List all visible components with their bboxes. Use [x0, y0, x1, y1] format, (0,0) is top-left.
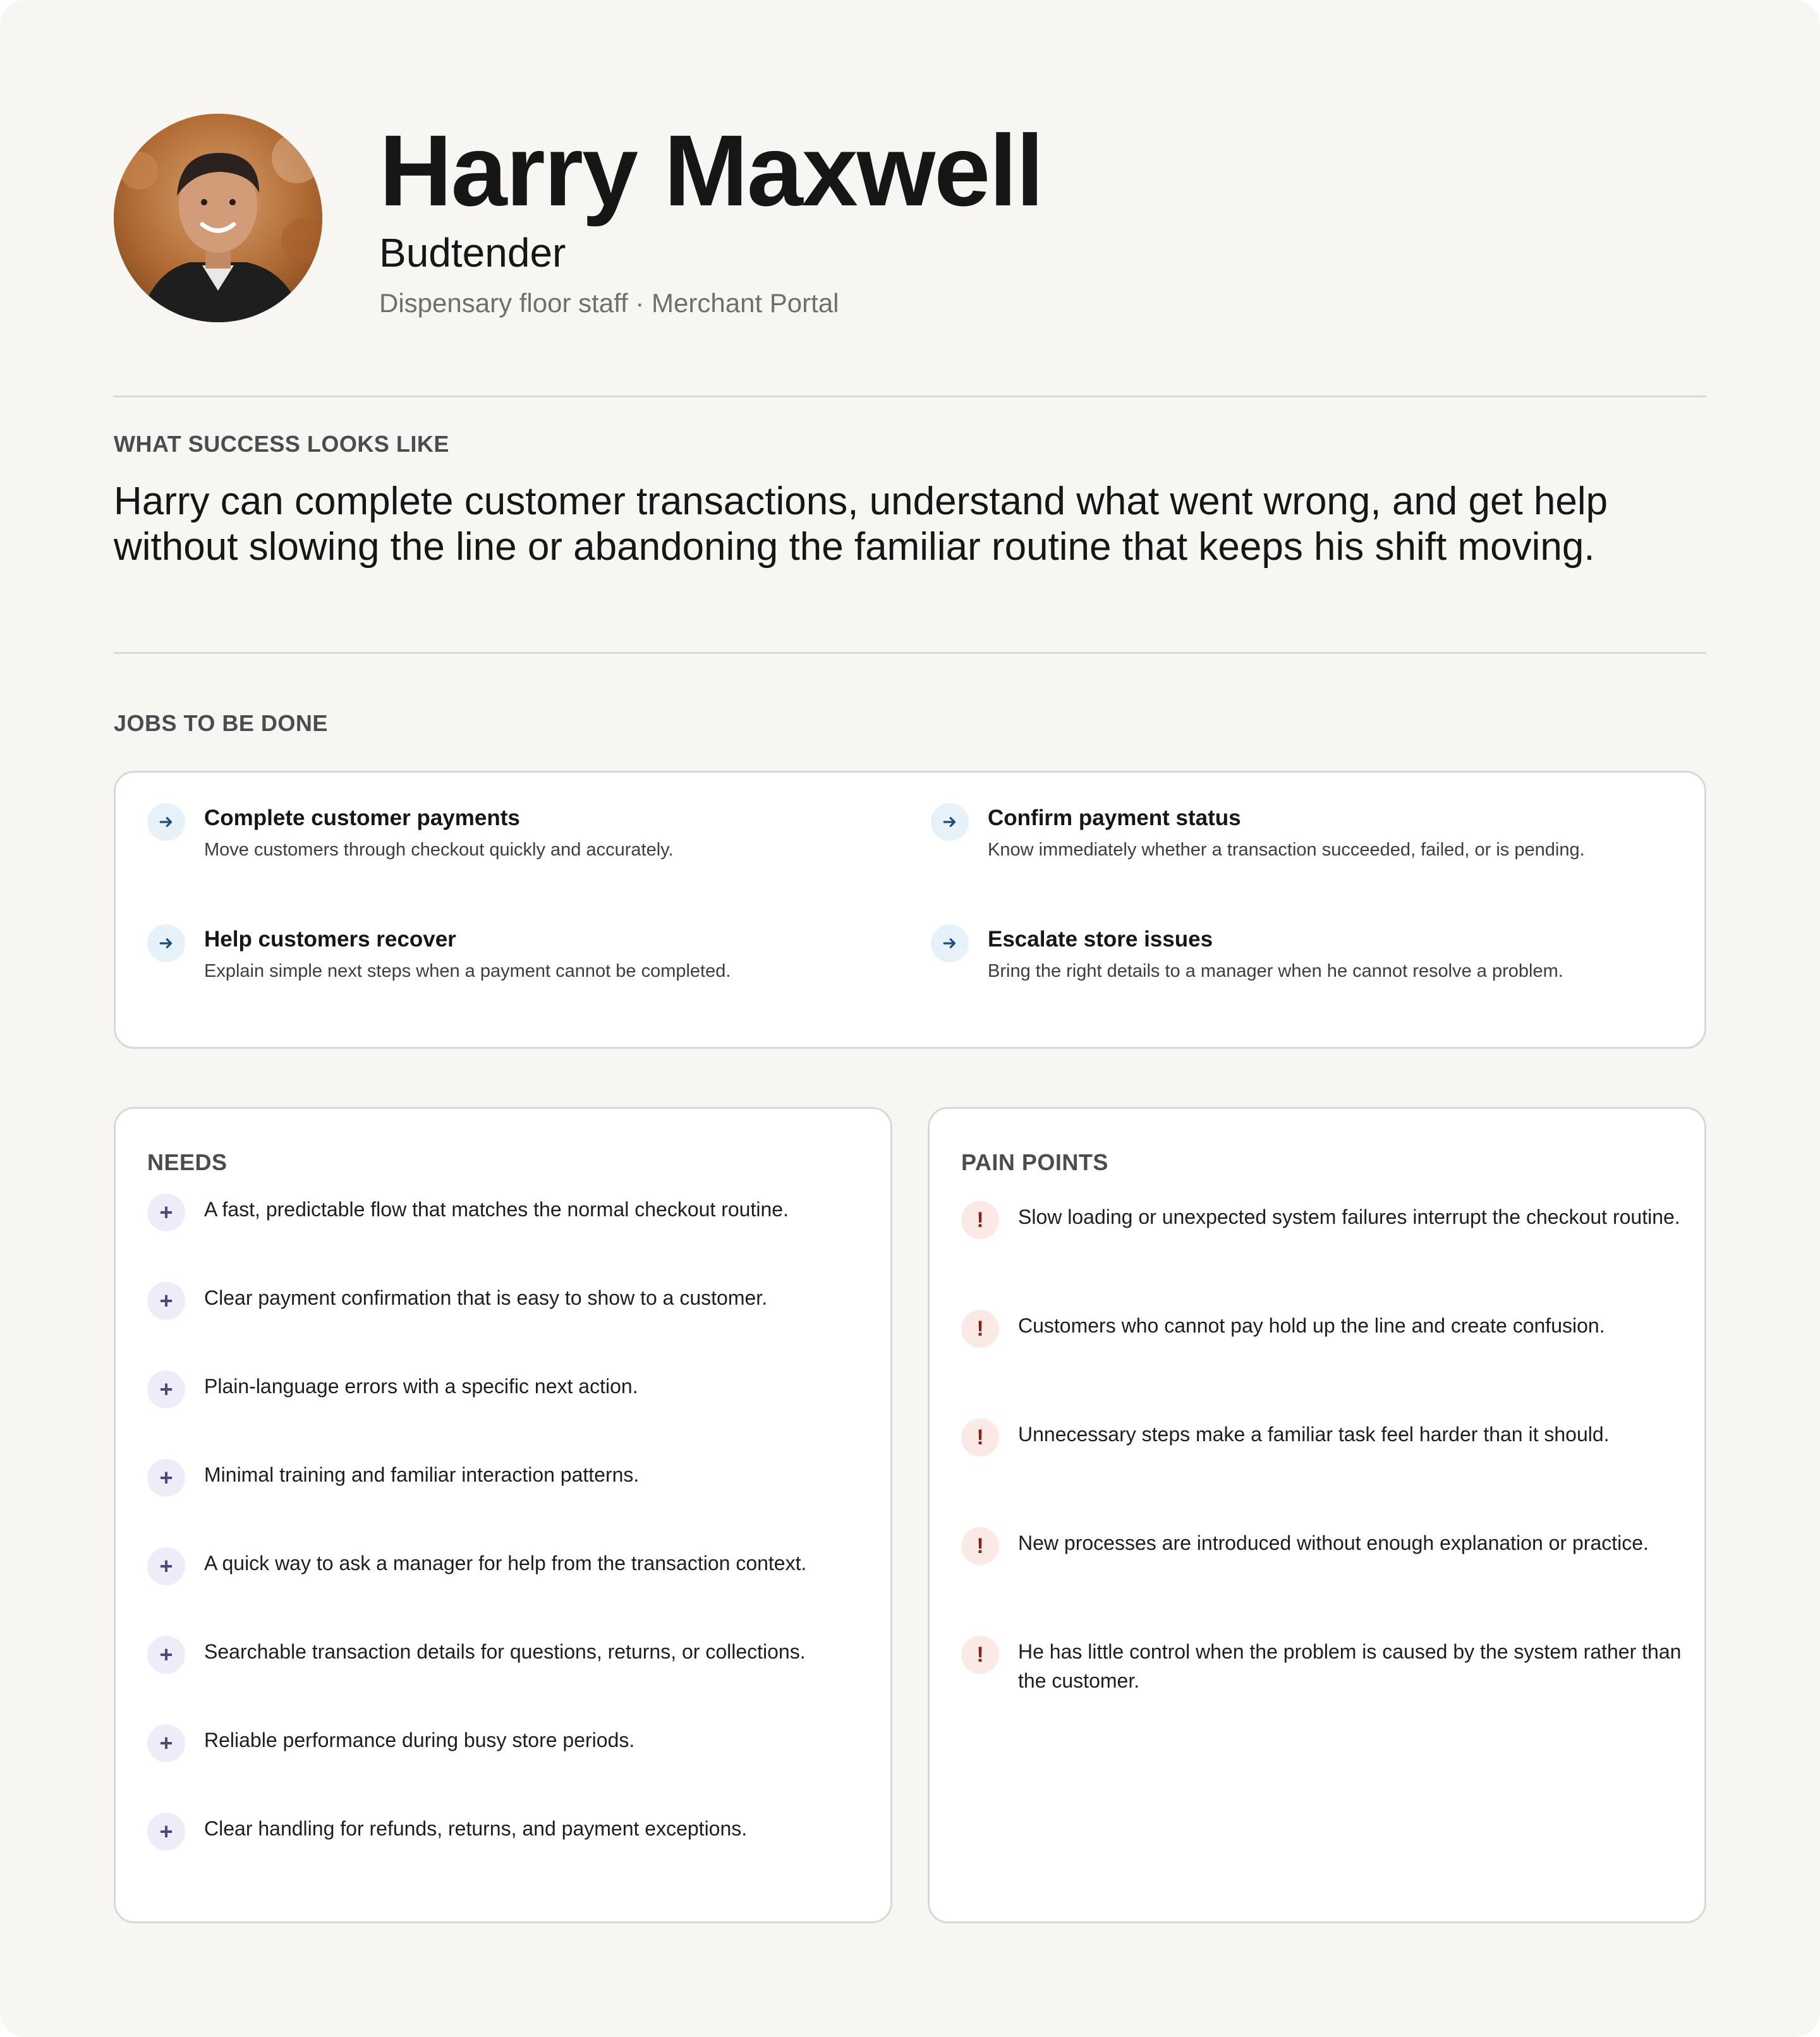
job-description: Move customers through checkout quickly and accurately. [204, 840, 674, 860]
pain-point-text: He has little control when the problem is caused by the system rather than the customer. [1018, 1640, 1682, 1692]
success-label: WHAT SUCCESS LOOKS LIKE [114, 431, 449, 457]
need-text: Reliable performance during busy store periods. [204, 1729, 635, 1751]
alert-icon: ! [961, 1418, 999, 1456]
alert-icon: ! [961, 1310, 999, 1348]
need-text: Minimal training and familiar interaction patterns. [204, 1463, 640, 1486]
arrow-right-icon [931, 803, 969, 841]
pain-points-card [928, 1107, 1706, 1923]
arrow-right-icon [147, 924, 185, 962]
avatar [114, 114, 322, 322]
needs-label: NEEDS [147, 1149, 228, 1175]
pain-point-text: Unnecessary steps make a familiar task feel harder than it should. [1018, 1423, 1610, 1446]
success-statement: Harry can complete customer transactions, understand what went wrong, and get help without slowing the line or abandoning the familiar routine that keeps his shift moving. [114, 480, 1608, 569]
arrow-right-icon [931, 924, 969, 962]
pain-points-label: PAIN POINTS [961, 1149, 1108, 1175]
persona-name: Harry Maxwell [379, 114, 1043, 227]
plus-icon: + [147, 1636, 185, 1674]
job-description: Bring the right details to a manager when he cannot resolve a problem. [988, 961, 1563, 981]
plus-icon: + [147, 1370, 185, 1408]
divider [114, 396, 1706, 397]
plus-icon: + [147, 1459, 185, 1497]
alert-icon: ! [961, 1636, 999, 1674]
plus-icon: + [147, 1813, 185, 1851]
jobs-label: JOBS TO BE DONE [114, 710, 328, 736]
avatar-photo [114, 114, 322, 322]
job-title: Escalate store issues [988, 927, 1213, 952]
needs-card [114, 1107, 892, 1923]
plus-icon: + [147, 1194, 185, 1231]
pain-point-text: New processes are introduced without enough explanation or practice. [1018, 1532, 1649, 1554]
plus-icon: + [147, 1724, 185, 1762]
alert-icon: ! [961, 1201, 999, 1239]
need-text: Plain-language errors with a specific next action. [204, 1375, 638, 1398]
pain-point-text: Slow loading or unexpected system failures interrupt the checkout routine. [1018, 1206, 1680, 1228]
jobs-card [114, 771, 1706, 1049]
job-title: Confirm payment status [988, 806, 1241, 830]
need-text: Searchable transaction details for questions, returns, or collections. [204, 1640, 806, 1663]
job-description: Know immediately whether a transaction succeeded, failed, or is pending. [988, 840, 1585, 860]
divider [114, 652, 1706, 654]
need-text: Clear handling for refunds, returns, and payment exceptions. [204, 1817, 748, 1840]
need-text: A fast, predictable flow that matches the normal checkout routine. [204, 1198, 789, 1221]
plus-icon: + [147, 1282, 185, 1320]
need-text: Clear payment confirmation that is easy to show to a customer. [204, 1286, 768, 1309]
job-title: Help customers recover [204, 927, 456, 952]
alert-icon: ! [961, 1527, 999, 1565]
need-text: A quick way to ask a manager for help from the transaction context. [204, 1552, 807, 1575]
pain-point-text: Customers who cannot pay hold up the line and create confusion. [1018, 1314, 1605, 1337]
arrow-right-icon [147, 803, 185, 841]
job-title: Complete customer payments [204, 806, 520, 830]
persona-role: Budtender [379, 230, 566, 275]
job-description: Explain simple next steps when a payment cannot be completed. [204, 961, 731, 981]
plus-icon: + [147, 1547, 185, 1585]
persona-meta: Dispensary floor staff · Merchant Portal [379, 288, 839, 318]
